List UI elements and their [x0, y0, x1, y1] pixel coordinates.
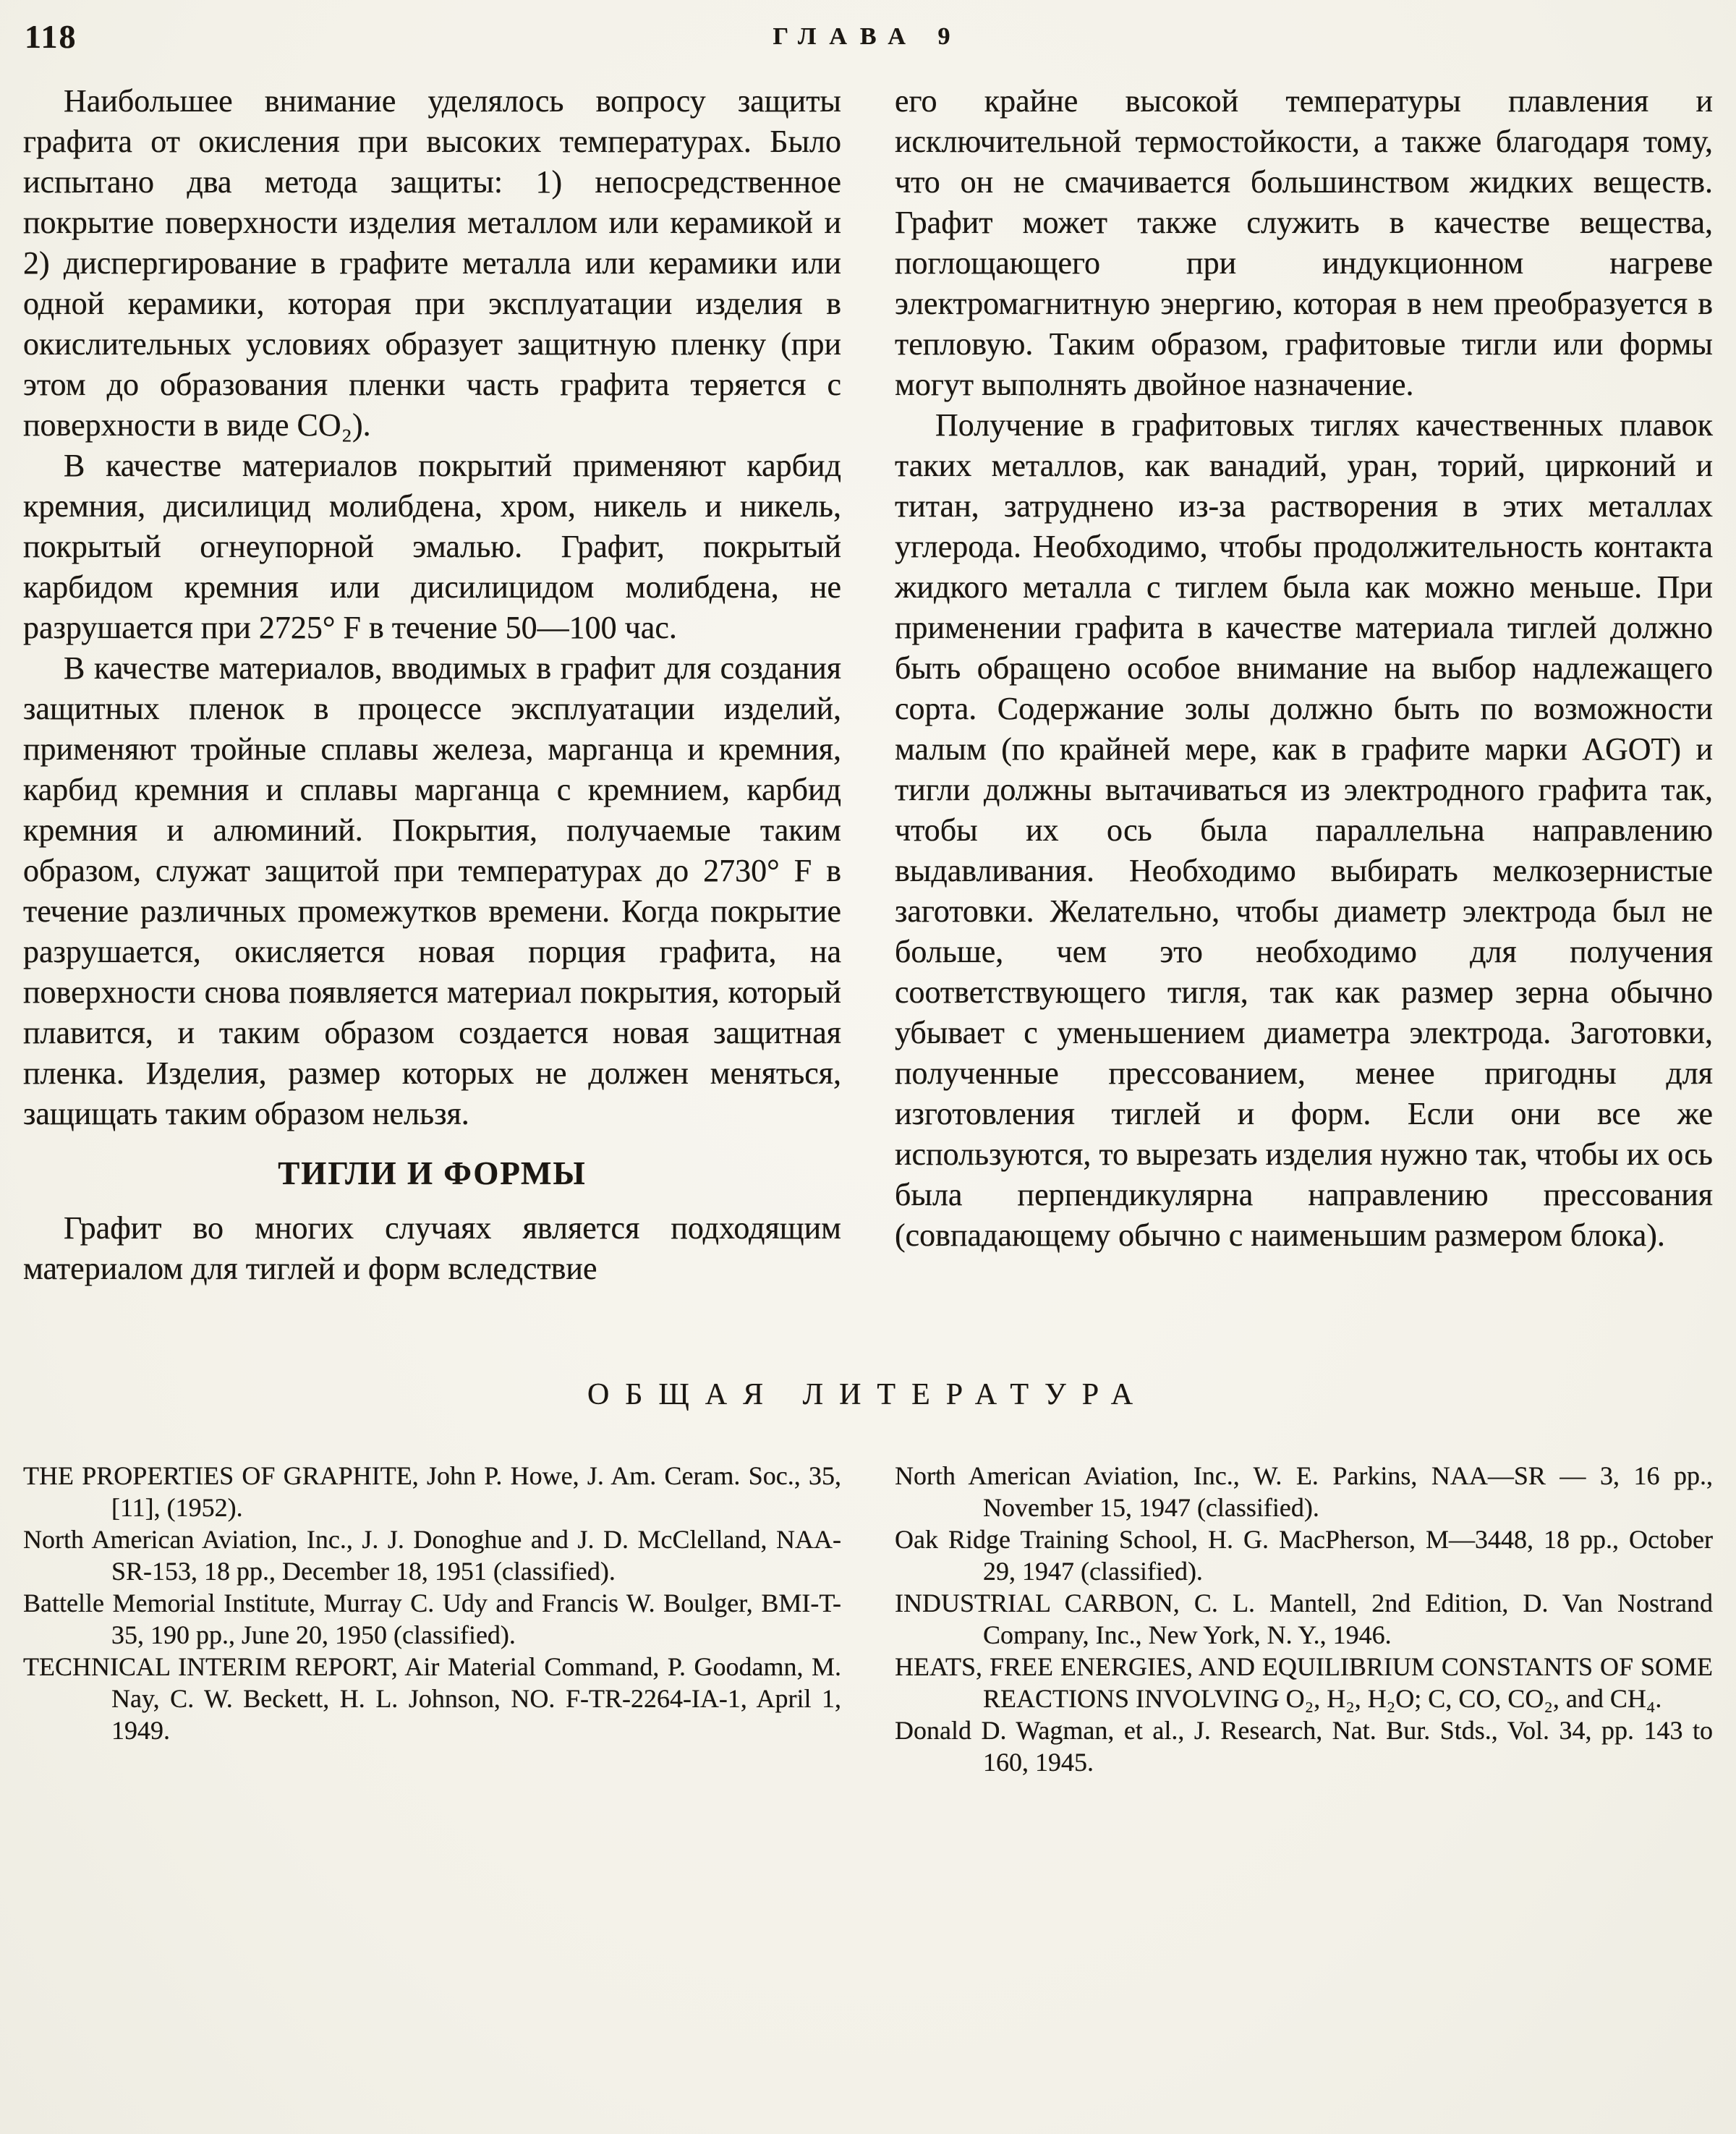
bibliography-heading: ОБЩАЯ ЛИТЕРАТУРА	[587, 1378, 1149, 1411]
bibliography-entry: North American Aviation, Inc., W. E. Parkins, NAA—SR — 3, 16 pp., November 15, 1947 (classified).	[895, 1461, 1713, 1522]
bibliography-entry: HEATS, FREE ENERGIES, AND EQUILIBRIUM CONSTANTS OF SOME REACTIONS INVOLVING O₂, H₂, H₂O; C, CO, CO₂, and CH₄.	[895, 1652, 1713, 1713]
body-paragraph: В качестве материалов покрытий применяют карбид кремния, дисилицид молибдена, хром, никель и никель, покрытый огнеупорной эмалью. Графит, покрытый карбидом кремния или дисилицидом молибдена, не разрушается при 2725° F в течение 50—100 час.	[23, 448, 841, 645]
page-number: 118	[25, 18, 77, 55]
right-column	[895, 81, 1713, 1289]
body-paragraph: Наибольшее внимание уделялось вопросу защиты графита от окисления при высоких температурах. Было испытано два метода защиты: 1) непосредственное покрытие поверхности изделия металлом или керамикой и 2) диспергирование в графите металла или керамики или одной керамики, которая при эксплуатации изделия в окислительных условиях образует защитную пленку (при этом до образования пленки часть графита теряется с поверхности в виде CO₂).	[23, 83, 841, 443]
body-paragraph: В качестве материалов, вводимых в графит для создания защитных пленок в процессе эксплуатации изделий, применяют тройные сплавы железа, марганца и кремния, карбид кремния и сплавы марганца с кремнием, карбид кремния и алюминий. Покрытия, получаемые таким образом, служат защитой при температурах до 2730° F в течение различных промежутков времени. Когда покрытие разрушается, окисляется новая порция графита, на поверхности снова появляется материал покрытия, который плавится, и таким образом создается новая защитная пленка. Изделия, размер которых не должен меняться, защищать таким образом нельзя.	[23, 650, 841, 1131]
chapter-running-title: ГЛАВА 9	[773, 23, 963, 50]
bibliography-entry: Battelle Memorial Institute, Murray C. Udy and Francis W. Boulger, BMI-T-35, 190 pp., June 20, 1950 (classified).	[23, 1589, 841, 1649]
page-header	[23, 17, 1713, 64]
bibliography-columns	[23, 1460, 1713, 1778]
section-heading-crucibles-and-molds: ТИГЛИ И ФОРМЫ	[278, 1155, 587, 1191]
left-column	[23, 81, 841, 1289]
bibliography-entry: North American Aviation, Inc., J. J. Donoghue and J. D. McClelland, NAA-SR-153, 18 pp., December 18, 1951 (classified).	[23, 1525, 841, 1586]
bibliography-entry: THE PROPERTIES OF GRAPHITE, John P. Howe, J. Am. Ceram. Soc., 35, [11], (1952).	[23, 1461, 841, 1522]
body-columns	[23, 81, 1713, 1289]
bibliography-right-column	[895, 1460, 1713, 1778]
bibliography-left-column	[23, 1460, 841, 1778]
bibliography-entry: INDUSTRIAL CARBON, C. L. Mantell, 2nd Edition, D. Van Nostrand Company, Inc., New York, N. Y., 1946.	[895, 1589, 1713, 1649]
body-paragraph: Получение в графитовых тиглях качественных плавок таких металлов, как ванадий, уран, торий, цирконий и титан, затруднено из-за растворения в этих металлах углерода. Необходимо, чтобы продолжительность контакта жидкого металла с тиглем была как можно меньше. При применении графита в качестве материала тиглей должно быть обращено особое внимание на выбор надлежащего сорта. Содержание золы должно быть по возможности малым (по крайней мере, как в графите марки AGOT) и тигли должны вытачиваться из электродного графита так, чтобы их ось была параллельна направлению выдавливания. Необходимо выбирать мелкозернистые заготовки. Желательно, чтобы диаметр электрода был не больше, чем это необходимо для получения соответствующего тигля, так как размер зерна обычно убывает с уменьшением диаметра электрода. Заготовки, полученные прессованием, менее пригодны для изготовления тиглей и форм. Если они все же используются, то вырезать изделия нужно так, чтобы их ось была перпендикулярна направлению прессования (совпадающему обычно с наименьшим размером блока).	[895, 407, 1713, 1253]
bibliography-entry: Oak Ridge Training School, H. G. MacPherson, M—3448, 18 pp., October 29, 1947 (classified).	[895, 1525, 1713, 1586]
bibliography-entry: Donald D. Wagman, et al., J. Research, Nat. Bur. Stds., Vol. 34, pp. 143 to 160, 1945.	[895, 1716, 1713, 1777]
bibliography-entry: TECHNICAL INTERIM REPORT, Air Material Command, P. Goodamn, M. Nay, C. W. Beckett, H. L. Johnson, NO. F-TR-2264-IA-1, April 1, 1949.	[23, 1652, 841, 1745]
body-paragraph-continuation: его крайне высокой температуры плавления и исключительной термостойкости, а также благодаря тому, что он не смачивается большинством жидких веществ. Графит может также служить в качестве вещества, поглощающего при индукционном нагреве электромагнитную энергию, которая в нем преобразуется в тепловую. Таким образом, графитовые тигли или формы могут выполнять двойное назначение.	[895, 83, 1713, 402]
body-paragraph: Графит во многих случаях является подходящим материалом для тиглей и форм вследствие	[23, 1210, 841, 1286]
